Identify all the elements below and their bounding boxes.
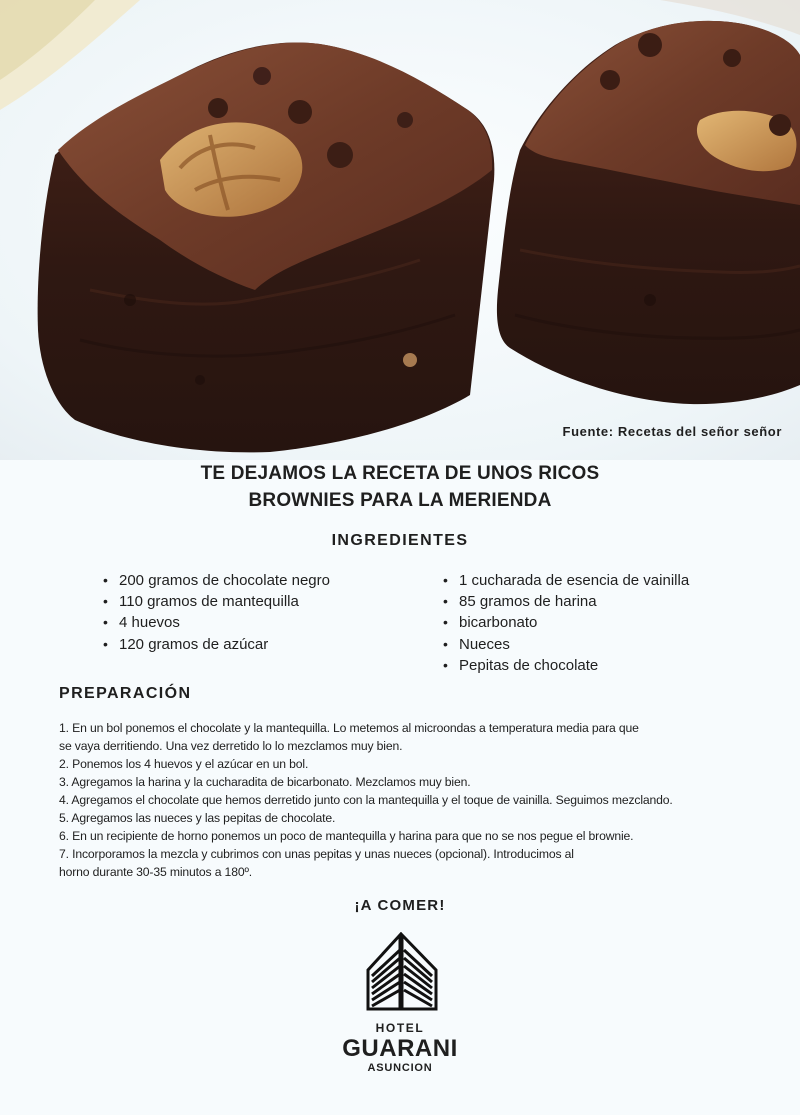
ingredient-item: • 85 gramos de harina xyxy=(443,591,763,612)
ingredients-list-right xyxy=(443,570,763,676)
ingredient-item: • 1 cucharada de esencia de vainilla xyxy=(443,570,763,591)
step-line: 4. Agregamos el chocolate que hemos derretido junto con la mantequilla y el toque de vainilla. Seguimos mezclando. xyxy=(59,793,673,807)
logo-hotel-word: HOTEL xyxy=(375,1021,425,1035)
ingredient-item: • Pepitas de chocolate xyxy=(443,655,763,676)
preparation-heading: PREPARACIÓN xyxy=(59,685,192,702)
ingredients-list-left xyxy=(103,570,403,655)
ingredient-item: • 120 gramos de azúcar xyxy=(103,634,403,655)
step-line: se vaya derritiendo. Una vez derretido lo lo mezclamos muy bien. xyxy=(59,739,403,753)
step-line: horno durante 30-35 minutos a 180º. xyxy=(59,865,252,879)
ingredient-item: • 4 huevos xyxy=(103,612,403,633)
closing-cta: ¡A COMER! xyxy=(354,897,446,914)
preparation-steps xyxy=(59,719,779,881)
logo-name: GUARANI xyxy=(342,1035,458,1062)
ingredient-item: • Nueces xyxy=(443,634,763,655)
page-title xyxy=(0,460,800,514)
hotel-building-logo-icon xyxy=(364,932,440,1012)
title-line-2: BROWNIES PARA LA MERIENDA xyxy=(248,490,552,511)
hero-photo xyxy=(0,0,800,460)
step-line: 2. Ponemos los 4 huevos y el azúcar en un bol. xyxy=(59,757,309,771)
step-line: 3. Agregamos la harina y la cucharadita de bicarbonato. Mezclamos muy bien. xyxy=(59,775,471,789)
step-line: 6. En un recipiente de horno ponemos un poco de mantequilla y harina para que no se nos pegue el brownie. xyxy=(59,829,634,843)
ingredient-item: • 200 gramos de chocolate negro xyxy=(103,570,403,591)
step-line: 7. Incorporamos la mezcla y cubrimos con unas pepitas y unas nueces (opcional). Introducimos al xyxy=(59,847,574,861)
photo-source-credit: Fuente: Recetas del señor señor xyxy=(562,424,782,439)
step-line: 5. Agregamos las nueces y las pepitas de chocolate. xyxy=(59,811,336,825)
brownies-photo xyxy=(0,0,800,460)
title-line-1: TE DEJAMOS LA RECETA DE UNOS RICOS xyxy=(200,463,600,484)
logo-city: ASUNCION xyxy=(367,1062,433,1074)
ingredients-heading: INGREDIENTES xyxy=(331,532,469,549)
ingredient-item: • 110 gramos de mantequilla xyxy=(103,591,403,612)
step-line: 1. En un bol ponemos el chocolate y la mantequilla. Lo metemos al microondas a temperatura media para que xyxy=(59,721,639,735)
ingredient-item: • bicarbonato xyxy=(443,612,763,633)
